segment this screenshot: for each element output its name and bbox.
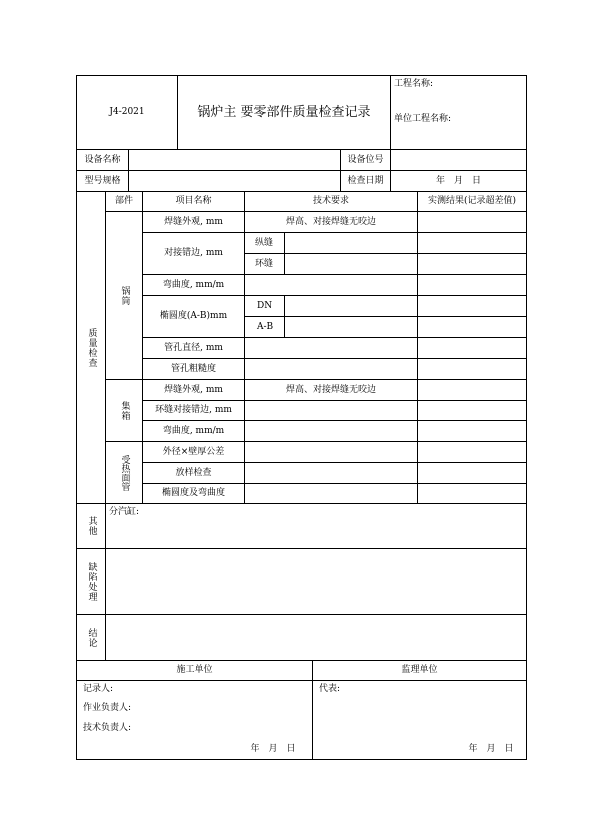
model-spec-label: 型号规格 xyxy=(84,175,121,186)
work-leader-label: 作业负责人: xyxy=(83,702,132,713)
tubes-label: 受热面管 xyxy=(119,454,130,491)
equipment-name-label: 设备名称 xyxy=(84,154,121,165)
header-weld-requirement: 焊高、对接焊缝无咬边 xyxy=(285,384,376,395)
drum-ovality: 椭圆度(A-B)mm xyxy=(159,311,228,321)
drum-circumferential-seam: 环缝 xyxy=(255,258,274,269)
header-bending: 弯曲度, mm/m xyxy=(162,425,225,436)
other-label: 其他 xyxy=(86,516,97,536)
header-circ-misalignment: 环缝对接错边, mm xyxy=(155,405,232,415)
model-spec-field[interactable] xyxy=(129,171,340,191)
representative-label: 代表: xyxy=(319,683,341,694)
drum-weld-appearance: 焊缝外观, mm xyxy=(164,216,223,227)
drum-bending: 弯曲度, mm/m xyxy=(162,279,225,290)
form-code: J4-2021 xyxy=(109,107,145,117)
defect-field[interactable] xyxy=(106,549,526,614)
header-box-label: 集箱 xyxy=(119,400,130,421)
tech-leader-label: 技术负责人: xyxy=(83,722,132,733)
unit-project-name-label: 单位工程名称: xyxy=(394,113,452,124)
tubes-ovality-bending: 椭圆度及弯曲度 xyxy=(161,488,225,498)
conclusion-field[interactable] xyxy=(106,615,526,660)
equipment-position-label: 设备位号 xyxy=(347,154,384,165)
equipment-name-field[interactable] xyxy=(129,150,340,170)
tubes-od-thickness: 外径×壁厚公差 xyxy=(162,446,225,457)
recorder-label: 记录人: xyxy=(83,683,114,694)
drum-longitudinal-seam: 纵缝 xyxy=(255,237,274,248)
drum-label: 锅筒 xyxy=(119,285,130,306)
conclusion-label: 结论 xyxy=(86,627,97,648)
supervision-unit-header: 监理单位 xyxy=(401,665,438,675)
defect-label: 缺陷处理 xyxy=(86,561,97,602)
steam-cylinder-field[interactable]: 分汽缸: xyxy=(109,507,140,517)
header-weld-result[interactable] xyxy=(418,380,526,400)
inspection-date-field[interactable]: 年 月 日 xyxy=(435,175,481,186)
drum-hole-roughness: 管孔粗糙度 xyxy=(170,363,216,374)
drum-hole-diameter: 管孔直径, mm xyxy=(164,342,223,353)
drum-a-b: A-B xyxy=(257,321,274,332)
form-title: 锅炉主 要零部件质量检查记录 xyxy=(197,105,371,120)
drum-butt-misalignment: 对接错边, mm xyxy=(164,248,223,258)
col-part-header: 部件 xyxy=(114,196,133,206)
project-name-label: 工程名称: xyxy=(394,78,434,89)
equipment-position-field[interactable] xyxy=(391,150,526,170)
col-result-header: 实测结果(记录超差值) xyxy=(427,196,517,206)
tubes-setting-out: 放样检查 xyxy=(175,467,212,478)
inspection-date-label: 检查日期 xyxy=(347,175,384,186)
construction-unit-header: 施工单位 xyxy=(176,665,213,675)
drum-weld-requirement: 焊高、对接焊缝无咬边 xyxy=(285,216,376,227)
col-item-header: 项目名称 xyxy=(175,196,212,206)
drum-weld-result[interactable] xyxy=(418,212,526,232)
construction-date: 年 月 日 xyxy=(250,743,296,754)
header-weld-appearance: 焊缝外观, mm xyxy=(164,384,223,395)
supervision-date: 年 月 日 xyxy=(468,743,514,754)
drum-dn: DN xyxy=(257,300,273,311)
col-requirement-header: 技术要求 xyxy=(312,196,349,206)
quality-section-label: 质量检查 xyxy=(86,327,97,368)
